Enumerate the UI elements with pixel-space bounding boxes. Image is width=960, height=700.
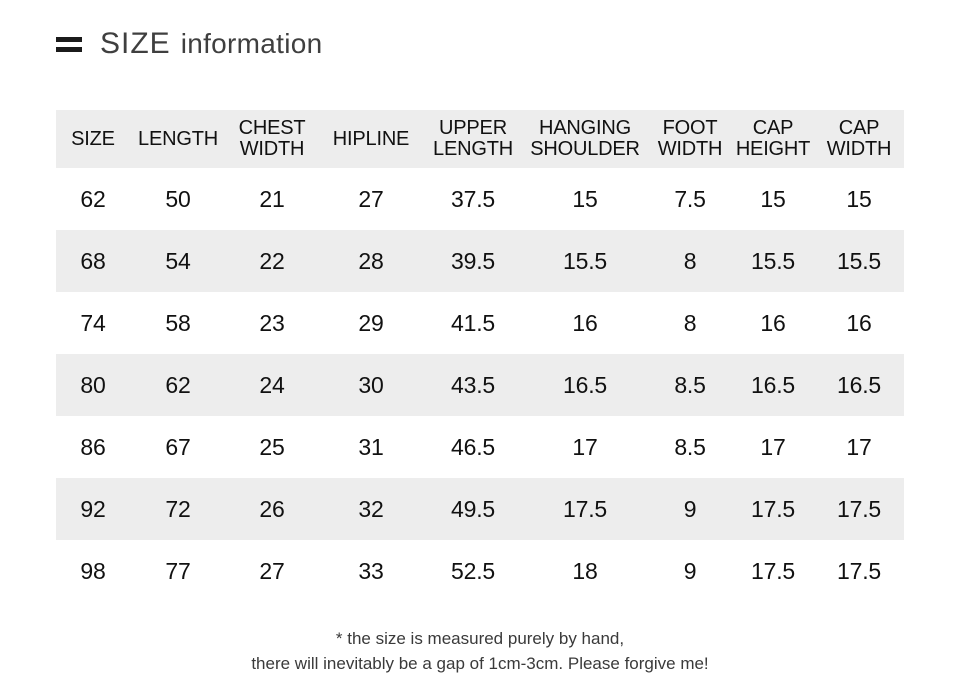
column-header-hanging-shoulder: [522, 110, 648, 168]
column-header-line1: HIPLINE: [332, 127, 410, 150]
table-row: [56, 416, 904, 478]
table-cell: 49.5: [451, 495, 495, 522]
table-cell: 37.5: [451, 185, 495, 212]
table-cell: 8: [683, 309, 697, 336]
table-cell: 17: [572, 433, 598, 460]
table-cell: 15.5: [751, 247, 795, 274]
table-cell: 80: [80, 371, 106, 398]
table-cell: 52.5: [451, 557, 495, 584]
table-cell: 62: [165, 371, 191, 398]
table-cell: 24: [259, 371, 285, 398]
table-cell: 41.5: [451, 309, 495, 336]
table-cell: 16.5: [837, 371, 881, 398]
table-cell: 33: [358, 557, 384, 584]
column-header-length: [130, 110, 226, 168]
column-header-line1: CAP: [752, 117, 794, 139]
column-header-line2: WIDTH: [826, 138, 892, 160]
table-cell: 15.5: [563, 247, 607, 274]
table-cell: 29: [358, 309, 384, 336]
equals-menu-icon: [56, 34, 82, 54]
table-cell: 30: [358, 371, 384, 398]
column-header-line1: CHEST: [238, 117, 306, 139]
column-header-line1: FOOT: [662, 117, 718, 139]
table-cell: 68: [80, 247, 106, 274]
table-cell: 22: [259, 247, 285, 274]
table-cell: 8: [683, 247, 697, 274]
column-header-chest-width: [226, 110, 318, 168]
column-header-line1: SIZE: [71, 127, 115, 150]
table-cell: 17.5: [837, 557, 881, 584]
table-cell: 23: [259, 309, 285, 336]
header-row: [56, 110, 904, 168]
table-cell: 77: [165, 557, 191, 584]
table-cell: 58: [165, 309, 191, 336]
table-cell: 15: [846, 185, 872, 212]
table-cell: 39.5: [451, 247, 495, 274]
column-header-hipline: [318, 110, 424, 168]
disclaimer-line-2: there will inevitably be a gap of 1cm-3cm. Please forgive me!: [251, 654, 709, 673]
table-cell: 9: [683, 557, 697, 584]
table-row: [56, 354, 904, 416]
table-cell: 16.5: [751, 371, 795, 398]
table-cell: 25: [259, 433, 285, 460]
disclaimer-line-1: * the size is measured purely by hand,: [335, 629, 625, 648]
table-cell: 8.5: [674, 371, 706, 398]
table-cell: 9: [683, 495, 697, 522]
size-table-header: [56, 110, 904, 168]
column-header-line2: WIDTH: [657, 138, 723, 160]
table-cell: 54: [165, 247, 191, 274]
table-cell: 15: [760, 185, 786, 212]
table-cell: 43.5: [451, 371, 495, 398]
size-table-container: [56, 110, 904, 602]
column-header-line1: HANGING: [539, 117, 631, 139]
table-row: [56, 292, 904, 354]
column-header-cap-height: [732, 110, 814, 168]
table-row: [56, 230, 904, 292]
table-cell: 7.5: [674, 185, 706, 212]
page-title: [100, 27, 323, 61]
column-header-line1: LENGTH: [138, 127, 218, 150]
size-table-body: [56, 168, 904, 602]
table-cell: 21: [259, 185, 285, 212]
table-cell: 92: [80, 495, 106, 522]
column-header-foot-width: [648, 110, 732, 168]
table-cell: 28: [358, 247, 384, 274]
column-header-line1: CAP: [838, 117, 880, 139]
table-cell: 17.5: [751, 495, 795, 522]
page-title-sub: information: [180, 28, 323, 59]
column-header-cap-width: [814, 110, 904, 168]
column-header-line2: WIDTH: [239, 138, 305, 160]
table-cell: 26: [259, 495, 285, 522]
table-cell: 67: [165, 433, 191, 460]
page-header: [0, 0, 960, 70]
table-cell: 50: [165, 185, 191, 212]
table-cell: 27: [358, 185, 384, 212]
table-cell: 74: [80, 309, 106, 336]
table-cell: 32: [358, 495, 384, 522]
table-cell: 62: [80, 185, 106, 212]
table-cell: 8.5: [674, 433, 706, 460]
table-cell: 17.5: [837, 495, 881, 522]
column-header-upper-length: [424, 110, 522, 168]
table-cell: 31: [358, 433, 384, 460]
table-row: [56, 168, 904, 230]
table-cell: 17: [846, 433, 872, 460]
column-header-size: [56, 110, 130, 168]
table-cell: 72: [165, 495, 191, 522]
table-row: [56, 540, 904, 602]
column-header-line2: SHOULDER: [530, 138, 640, 160]
table-cell: 17.5: [751, 557, 795, 584]
table-cell: 15.5: [837, 247, 881, 274]
table-cell: 46.5: [451, 433, 495, 460]
table-cell: 98: [80, 557, 106, 584]
table-cell: 16: [760, 309, 786, 336]
table-cell: 17: [760, 433, 786, 460]
table-cell: 27: [259, 557, 285, 584]
column-header-line2: HEIGHT: [735, 138, 811, 160]
table-cell: 15: [572, 185, 598, 212]
page-title-main: SIZE: [100, 27, 171, 60]
table-cell: 16: [572, 309, 598, 336]
table-row: [56, 478, 904, 540]
column-header-line1: UPPER: [439, 117, 507, 139]
column-header-line2: LENGTH: [433, 138, 513, 160]
table-cell: 86: [80, 433, 106, 460]
size-table: [56, 110, 904, 602]
table-cell: 16: [846, 309, 872, 336]
table-cell: 18: [572, 557, 598, 584]
measurement-disclaimer: [0, 626, 960, 676]
table-cell: 16.5: [563, 371, 607, 398]
table-cell: 17.5: [563, 495, 607, 522]
